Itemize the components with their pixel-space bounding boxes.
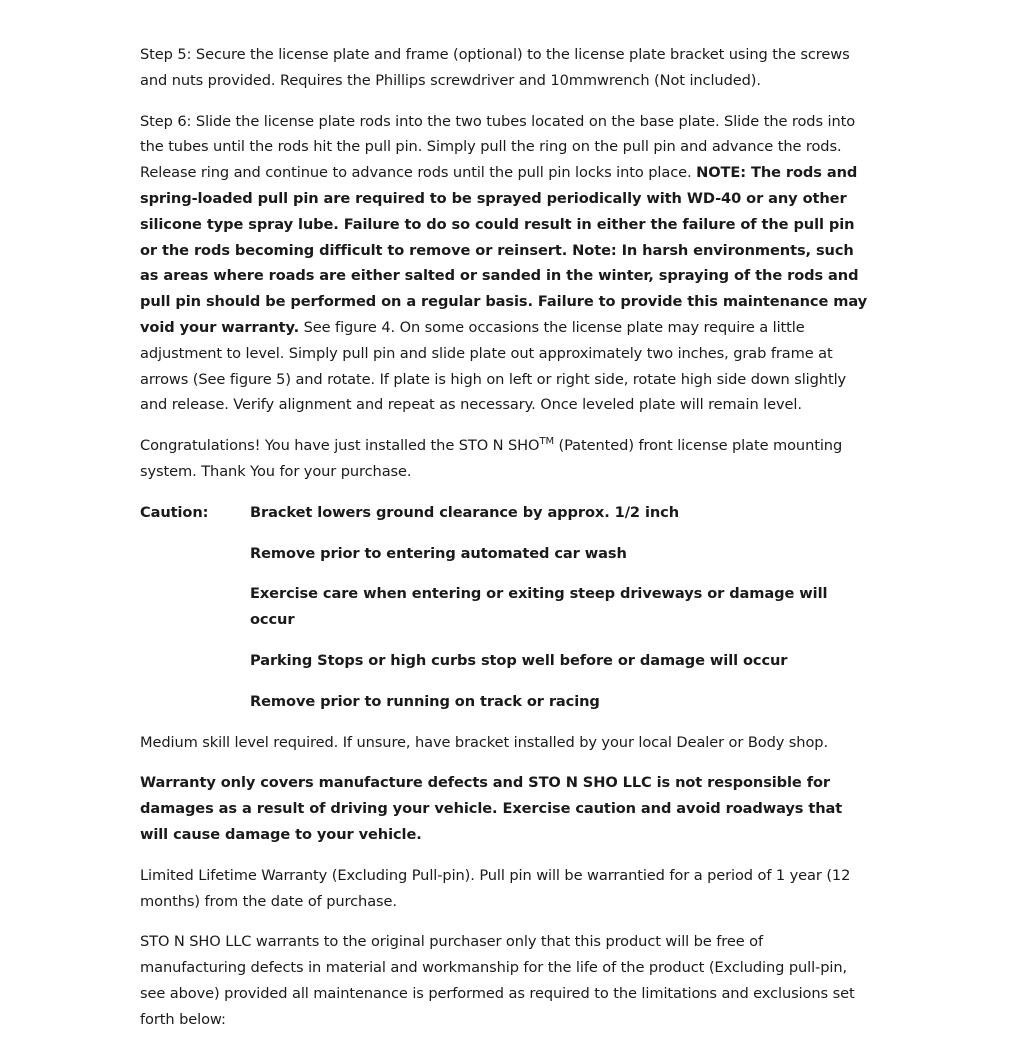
- congratulations-paragraph: [140, 433, 870, 485]
- trademark-mark: TM: [539, 436, 554, 448]
- step-6-paragraph: [140, 109, 870, 419]
- caution-item: Bracket lowers ground clearance by approx. 1/2 inch: [250, 503, 679, 521]
- warranty-disclaimer-text: Warranty only covers manufacture defects and STO N SHO LLC is not responsible for damages as a result of driving your vehicle. Exercise caution and avoid roadways that will cause damage to your vehicle.: [140, 774, 843, 843]
- congratulations-text: Congratulations! You have just installed the STO N SHO: [140, 437, 540, 455]
- caution-label: Caution:: [140, 503, 209, 521]
- caution-block: [140, 500, 870, 715]
- caution-row: [140, 581, 870, 633]
- caution-row: [140, 648, 870, 674]
- caution-item: Remove prior to entering automated car wash: [250, 544, 627, 562]
- caution-row: [140, 541, 870, 567]
- document-page: [140, 42, 870, 1048]
- step-6-intro: Step 6: Slide the license plate rods into the two tubes located on the base plate. Slide the rods into the tubes until the rods hit the pull pin. Simply pull the ring on the pull pin and advance the rods. Release ring and continue to advance rods until the pull pin locks into place.: [140, 112, 856, 182]
- step-6-adjustment-text: See figure 4. On some occasions the license plate may require a little adjustment to level. Simply pull pin and slide plate out approximately two inches, grab frame at arrows (See figure 5) and rotate. If plate is high on left or right side, rotate high side down slightly and release. Verify alignment and repeat as necessary. Once leveled plate will remain level.: [140, 318, 847, 414]
- step-5-paragraph: Step 5: Secure the license plate and frame (optional) to the license plate bracket using the screws and nuts provided. Requires the Phillips screwdriver and 10mmwrench (Not included).: [140, 46, 850, 89]
- warranty-terms-paragraph: STO N SHO LLC warrants to the original purchaser only that this product will be free of manufacturing defects in material and workmanship for the life of the product (Excluding pull-pin, see above) provided all maintenance is performed as required to the limitations and exclusions set forth below:: [140, 933, 855, 1028]
- congratulations-text-end: (Patented) front license plate mounting system. Thank You for your purchase.: [140, 437, 843, 480]
- limited-warranty-paragraph: Limited Lifetime Warranty (Excluding Pull-pin). Pull pin will be warrantied for a period of 1 year (12 months) from the date of purchase.: [140, 866, 851, 910]
- skill-level-paragraph: Medium skill level required. If unsure, have bracket installed by your local Dealer or Body shop.: [140, 733, 828, 751]
- caution-item: Exercise care when entering or exiting steep driveways or damage will occur: [250, 585, 828, 629]
- caution-item: Parking Stops or high curbs stop well before or damage will occur: [250, 651, 788, 669]
- caution-row: [140, 689, 870, 715]
- caution-item: Remove prior to running on track or racing: [250, 692, 600, 710]
- step-6-maintenance-note: NOTE: The rods and spring-loaded pull pin are required to be sprayed periodically with WD-40 or any other silicone type spray lube. Failure to do so could result in either the failure of the pull pin or the rods becoming difficult to remove or reinsert. Note: In harsh environments, such as areas where roads are either salted or sanded in the winter, spraying of the rods and pull pin should be performed on a regular basis. Failure to provide this maintenance may void your warranty.: [140, 164, 868, 336]
- caution-row: [140, 500, 870, 526]
- warranty-disclaimer: [140, 770, 870, 847]
